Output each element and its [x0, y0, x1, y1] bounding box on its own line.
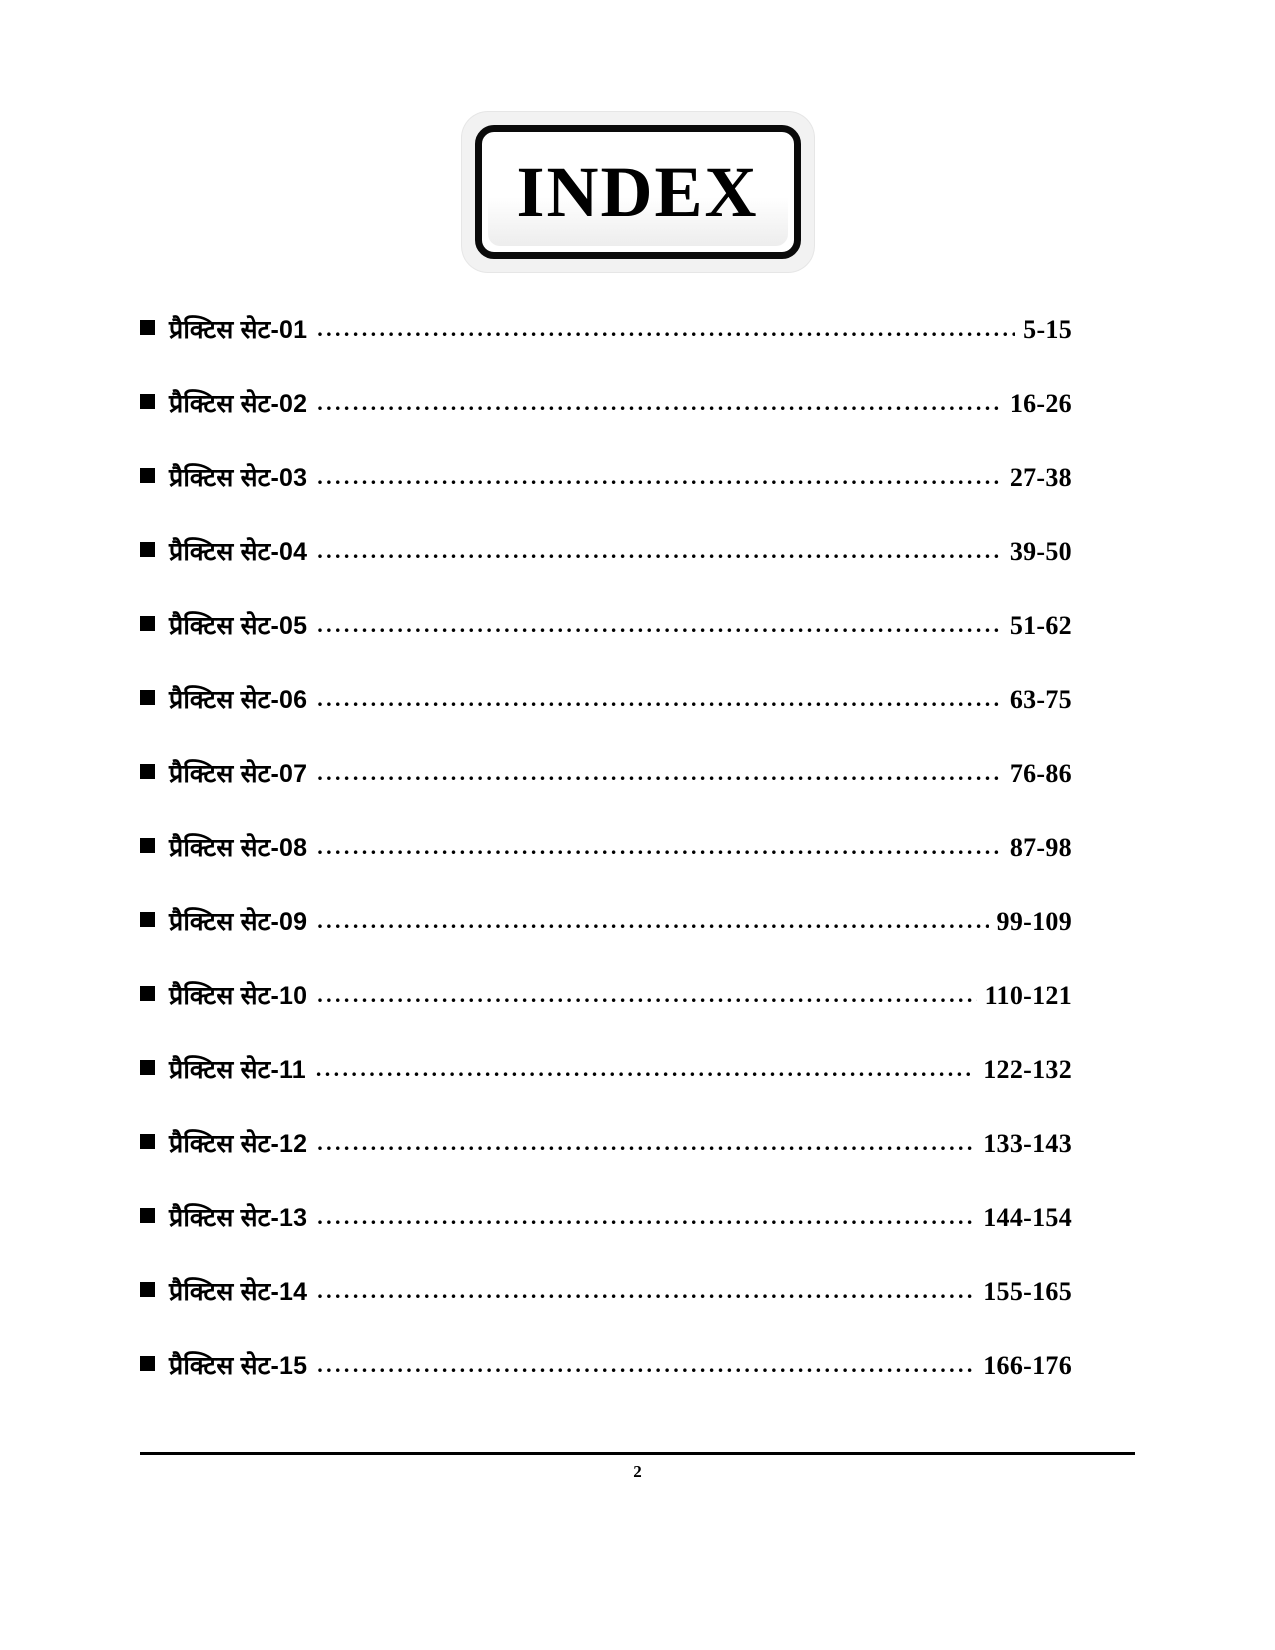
list-item-label: प्रैक्टिस सेट-05	[169, 612, 308, 640]
list-item-pages: 166-176	[983, 1351, 1072, 1380]
square-bullet-icon	[140, 912, 155, 927]
page-title: INDEX	[516, 152, 759, 232]
index-entry-list	[140, 312, 1072, 1422]
title-plaque-border	[475, 125, 801, 259]
list-item-label: प्रैक्टिस सेट-10	[169, 982, 308, 1010]
list-item-label: प्रैक्टिस सेट-02	[169, 390, 308, 418]
dot-leader	[317, 686, 1002, 712]
square-bullet-icon	[140, 542, 155, 557]
list-item-label: प्रैक्टिस सेट-15	[169, 1352, 308, 1380]
list-item[interactable]	[140, 978, 1072, 1052]
list-item[interactable]	[140, 1052, 1072, 1126]
list-item-label: प्रैक्टिस सेट-11	[169, 1056, 306, 1084]
dot-leader	[317, 390, 1002, 416]
list-item-pages: 16-26	[1009, 389, 1072, 418]
list-item-pages: 110-121	[984, 981, 1072, 1010]
list-item-pages: 144-154	[983, 1203, 1072, 1232]
dot-leader	[317, 612, 1002, 638]
page-number: 2	[633, 1462, 642, 1481]
list-item-pages: 99-109	[996, 907, 1072, 936]
square-bullet-icon	[140, 320, 155, 335]
list-item[interactable]	[140, 682, 1072, 756]
square-bullet-icon	[140, 1134, 155, 1149]
list-item-label: प्रैक्टिस सेट-03	[169, 464, 308, 492]
list-item[interactable]	[140, 1126, 1072, 1200]
list-item-pages: 122-132	[983, 1055, 1072, 1084]
list-item-pages: 5-15	[1023, 315, 1072, 344]
list-item-pages: 133-143	[983, 1129, 1072, 1158]
footer-divider	[140, 1452, 1135, 1455]
list-item-label: प्रैक्टिस सेट-09	[169, 908, 308, 936]
list-item[interactable]	[140, 312, 1072, 386]
list-item[interactable]	[140, 830, 1072, 904]
title-plaque-outer-frame	[462, 112, 814, 272]
dot-leader	[317, 982, 976, 1008]
dot-leader	[317, 834, 1002, 860]
square-bullet-icon	[140, 1282, 155, 1297]
square-bullet-icon	[140, 616, 155, 631]
list-item-pages: 39-50	[1009, 537, 1072, 566]
list-item[interactable]	[140, 534, 1072, 608]
list-item-label: प्रैक्टिस सेट-08	[169, 834, 308, 862]
dot-leader	[317, 908, 988, 934]
list-item-label: प्रैक्टिस सेट-04	[169, 538, 308, 566]
list-item[interactable]	[140, 756, 1072, 830]
dot-leader	[317, 1204, 975, 1230]
index-title-block	[0, 112, 1275, 272]
dot-leader	[317, 316, 1015, 342]
list-item-label: प्रैक्टिस सेट-07	[169, 760, 308, 788]
dot-leader	[317, 538, 1002, 564]
list-item-pages: 63-75	[1009, 685, 1072, 714]
list-item[interactable]	[140, 1274, 1072, 1348]
list-item[interactable]	[140, 1200, 1072, 1274]
square-bullet-icon	[140, 838, 155, 853]
title-plaque-inner	[488, 138, 788, 246]
list-item-pages: 155-165	[983, 1277, 1072, 1306]
list-item[interactable]	[140, 460, 1072, 534]
list-item-label: प्रैक्टिस सेट-06	[169, 686, 308, 714]
square-bullet-icon	[140, 394, 155, 409]
list-item-label: प्रैक्टिस सेट-12	[169, 1130, 308, 1158]
list-item-label: प्रैक्टिस सेट-01	[169, 316, 308, 344]
dot-leader	[317, 760, 1002, 786]
dot-leader	[316, 1056, 975, 1082]
dot-leader	[317, 464, 1002, 490]
dot-leader	[317, 1352, 975, 1378]
list-item-label: प्रैक्टिस सेट-13	[169, 1204, 308, 1232]
dot-leader	[317, 1130, 975, 1156]
square-bullet-icon	[140, 764, 155, 779]
square-bullet-icon	[140, 1060, 155, 1075]
list-item[interactable]	[140, 386, 1072, 460]
list-item[interactable]	[140, 904, 1072, 978]
square-bullet-icon	[140, 1208, 155, 1223]
list-item-pages: 76-86	[1009, 759, 1072, 788]
list-item-pages: 51-62	[1009, 611, 1072, 640]
square-bullet-icon	[140, 986, 155, 1001]
list-item[interactable]	[140, 608, 1072, 682]
list-item-pages: 87-98	[1009, 833, 1072, 862]
square-bullet-icon	[140, 468, 155, 483]
square-bullet-icon	[140, 1356, 155, 1371]
list-item[interactable]	[140, 1348, 1072, 1422]
list-item-label: प्रैक्टिस सेट-14	[169, 1278, 308, 1306]
square-bullet-icon	[140, 690, 155, 705]
list-item-pages: 27-38	[1009, 463, 1072, 492]
dot-leader	[317, 1278, 975, 1304]
